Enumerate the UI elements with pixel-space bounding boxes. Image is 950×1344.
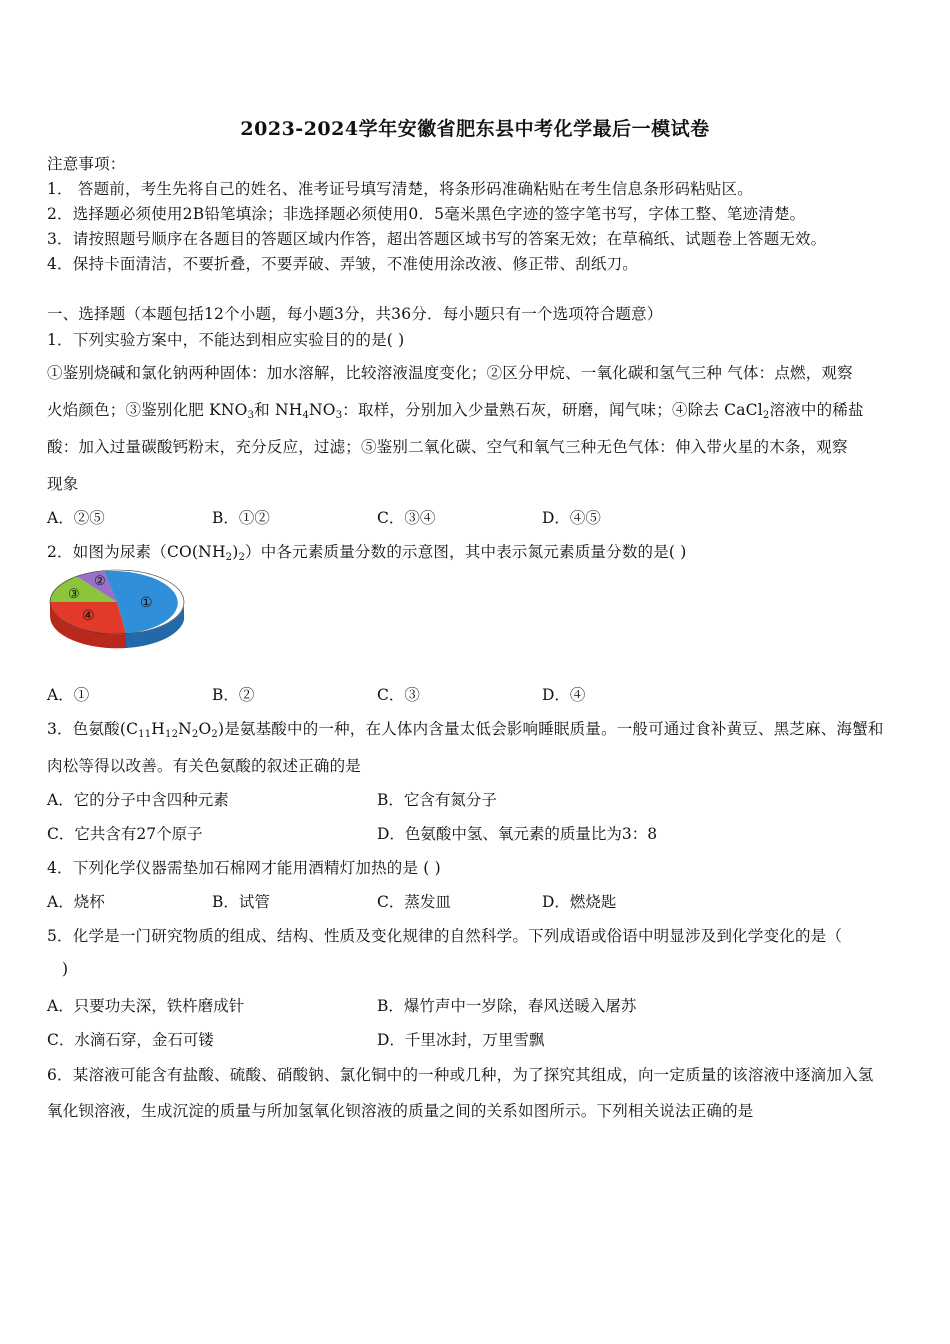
q5-option-d: D．千里冰封，万里雪飘 xyxy=(377,1031,545,1049)
q5-stem: 5．化学是一门研究物质的组成、结构、性质及变化规律的自然科学。下列成语或俗语中明显涉及到化学变化的是（ xyxy=(47,927,843,945)
pie-label-1: ① xyxy=(140,595,153,611)
notice-heading: 注意事项： xyxy=(47,155,126,173)
q4-option-a: A．烧杯 xyxy=(47,893,105,911)
q3-stem xyxy=(47,717,884,740)
q1-l2-sub: 4 xyxy=(302,410,310,421)
pie-label-2: ② xyxy=(94,574,106,589)
q6-line-1: 6．某溶液可能含有盐酸、硫酸、硝酸钠、氯化铜中的一种或几种，为了探究其组成，向一定质量的该溶液中逐滴加入氢 xyxy=(47,1066,874,1084)
q3-option-d: D．色氨酸中氢、氧元素的质量比为3：8 xyxy=(377,825,658,843)
q1-option-b: B．①② xyxy=(212,509,270,527)
q2-stem-sub: 2 xyxy=(225,552,233,563)
q1-line-3: 酸：加入过量碳酸钙粉末，充分反应，过滤；⑤鉴别二氧化碳、空气和氧气三种无色气体：伸入带火星的木条，观察 xyxy=(47,438,848,456)
q2-option-b: B．② xyxy=(212,686,255,704)
q1-option-d: D．④⑤ xyxy=(542,509,601,527)
urea-pie-chart xyxy=(46,568,188,654)
q4-option-c: C．蒸发皿 xyxy=(377,893,451,911)
q2-stem xyxy=(47,540,687,563)
q6-line-2: 氧化钡溶液，生成沉淀的质量与所加氢氧化钡溶液的质量之间的关系如图所示。下列相关说法正确的是 xyxy=(47,1102,754,1120)
q4-option-b: B．试管 xyxy=(212,893,270,911)
q5-option-a: A．只要功夫深，铁杵磨成针 xyxy=(47,997,245,1015)
q2-stem-sub: 2 xyxy=(238,552,246,563)
q2-stem-part: ) xyxy=(232,543,239,561)
q2-option-c: C．③ xyxy=(377,686,420,704)
notice-item-2: 2．选择题必须使用2B铅笔填涂；非选择题必须使用0．5毫米黑色字迹的签字笔书写，字体工整、笔迹清楚。 xyxy=(47,205,806,223)
q4-option-d: D．燃烧匙 xyxy=(542,893,617,911)
pie-label-3: ③ xyxy=(68,587,80,602)
q1-option-a: A．②⑤ xyxy=(47,509,105,527)
q3-stem-sub: 2 xyxy=(211,729,218,740)
q1-l2-part: NO xyxy=(309,401,336,419)
q1-l2-part: 和 NH xyxy=(254,401,303,419)
q3-stem-part: )是氨基酸中的一种，在人体内含量太低会影响睡眠质量。一般可通过食补黄豆、黑芝麻、海蟹和 xyxy=(217,720,884,738)
q3-stem-part: N xyxy=(178,720,192,738)
q1-l2-sub: 2 xyxy=(762,410,770,421)
q3-option-b: B．它含有氮分子 xyxy=(377,791,497,809)
q3-line-2: 肉松等得以改善。有关色氨酸的叙述正确的是 xyxy=(47,757,362,775)
q1-line-4: 现象 xyxy=(47,475,79,493)
q2-option-d: D．④ xyxy=(542,686,586,704)
q1-l2-sub: 3 xyxy=(335,410,343,421)
q3-option-a: A．它的分子中含四种元素 xyxy=(47,791,229,809)
section-heading: 一、选择题（本题包括12个小题，每小题3分，共36分．每小题只有一个选项符合题意） xyxy=(47,305,663,323)
q1-line-2 xyxy=(47,398,864,421)
notice-item-4: 4．保持卡面清洁，不要折叠，不要弄破、弄皱，不准使用涂改液、修正带、刮纸刀。 xyxy=(47,255,638,273)
q5-stem-2: ) xyxy=(62,960,69,978)
q3-stem-part: 3．色氨酸(C xyxy=(47,720,139,738)
q5-option-b: B．爆竹声中一岁除，春风送暖入屠苏 xyxy=(377,997,637,1015)
q1-l2-part: 溶液中的稀盐 xyxy=(769,401,864,419)
q1-option-c: C．③④ xyxy=(377,509,436,527)
q5-option-c: C．水滴石穿，金石可镂 xyxy=(47,1031,214,1049)
q2-option-a: A．① xyxy=(47,686,90,704)
q3-stem-part: H xyxy=(151,720,166,738)
q4-stem: 4．下列化学仪器需垫加石棉网才能用酒精灯加热的是 ( ) xyxy=(47,859,441,877)
q3-stem-sub: 2 xyxy=(191,729,199,740)
q2-stem-part: 2．如图为尿素（CO(NH xyxy=(47,543,226,561)
q1-l2-part: ：取样，分别加入少量熟石灰，研磨，闻气味；④除去 CaCl xyxy=(342,401,763,419)
pie-label-4: ④ xyxy=(82,608,95,624)
q2-stem-part: ）中各元素质量分数的示意图，其中表示氮元素质量分数的是( ) xyxy=(245,543,687,561)
q1-l2-part: 火焰颜色；③鉴别化肥 KNO xyxy=(47,401,248,419)
q1-line-1: ①鉴别烧碱和氯化钠两种固体：加水溶解，比较溶液温度变化；②区分甲烷、一氧化碳和氢气三种 气体：点燃，观察 xyxy=(47,364,853,382)
notice-item-1: 1． 答题前，考生先将自己的姓名、准考证号填写清楚，将条形码准确粘贴在考生信息条形码粘贴区。 xyxy=(47,180,753,198)
q3-stem-sub: 12 xyxy=(165,729,179,740)
q3-stem-sub: 11 xyxy=(138,729,152,740)
q1-stem: 1．下列实验方案中，不能达到相应实验目的的是( ) xyxy=(47,331,405,349)
q1-l2-sub: 3 xyxy=(247,410,255,421)
q3-stem-part: O xyxy=(198,720,212,738)
notice-item-3: 3．请按照题号顺序在各题目的答题区域内作答，超出答题区域书写的答案无效；在草稿纸、试题卷上答题无效。 xyxy=(47,230,827,248)
q3-option-c: C．它共含有27个原子 xyxy=(47,825,203,843)
exam-title: 2023-2024学年安徽省肥东县中考化学最后一模试卷 xyxy=(240,118,710,140)
